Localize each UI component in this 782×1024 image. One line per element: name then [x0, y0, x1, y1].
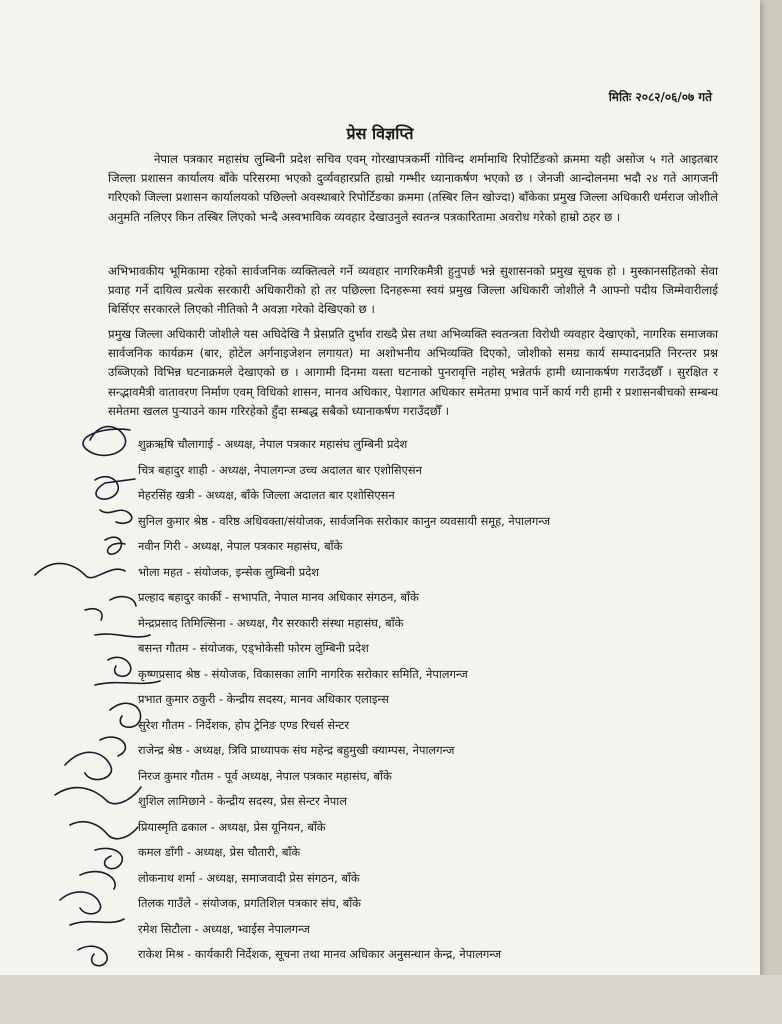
list-item: प्रभात कुमार ठकुरी - केन्द्रीय सदस्य, मानव अधिकार एलाइन्स	[138, 692, 389, 706]
list-item: नवीन गिरी - अध्यक्ष, नेपाल पत्रकार महासंघ, बाँके	[138, 539, 343, 553]
list-item: लोकनाथ शर्मा - अध्यक्ष, समाजवादी प्रेस संगठन, बाँके	[138, 870, 360, 885]
list-item: शुशिल लामिछाने - केन्द्रीय सदस्य, प्रेस सेन्टर नेपाल	[138, 794, 347, 808]
list-item: चित्र बहादुर शाही - अध्यक्ष, नेपालगन्ज उच्च अदालत बार एशोसिएसन	[138, 462, 422, 477]
list-item: राजेन्द्र श्रेष्ठ - अध्यक्ष, त्रिवि प्राध्यापक संघ महेन्द्र बहुमुखी क्याम्पस, नेपालगन्ज	[138, 743, 455, 757]
list-item: निरज कुमार गौतम - पूर्व अध्यक्ष, नेपाल पत्रकार महासंघ, बाँके	[138, 768, 392, 783]
signatory-list	[138, 432, 698, 968]
list-item: राकेश मिश्र - कार्यकारी निर्देशक, सूचना तथा मानव अधिकार अनुसन्धान केन्द्र, नेपालगन्ज	[138, 947, 502, 961]
paragraph-3: प्रमुख जिल्ला अधिकारी जोशीले यस अघिदेखि नै प्रेसप्रति दुर्भाव राख्दै प्रेस तथा अभिव्यक्ति स्वतन्त्रता विरोधी व्यवहार देखाएको, नागरिक समाजका सार्वजनिक कार्यक्रम (बार, होटेल अर्गनाइजेशन लगायत) मा अशोभनीय अभिव्यक्ति दिएको, जोशीको समग्र कार्य सम्पादनप्रति निरन्तर प्रश्न उब्जिएको विभिन्न घटनाक्रमले देखाएको छ । आगामी दिनमा यस्ता घटनाको पुनरावृत्ति नहोस् भन्नेतर्फ हामी ध्यानाकर्षण गराउँदछौँ । सुरक्षित र सन्द्भावमैत्री वातावरण निर्माण एवम् विधिको शासन, मानव अधिकार, पेशागत अधिकार समेतमा प्रभाव पार्ने कार्य गरी हामी र प्रशासनबीचको सम्बन्ध समेतमा खलल पुऱ्याउने काम गरिरहेको हुँदा सम्बद्ध सबैको ध्यानाकर्षण गराउँदछौँ ।	[108, 327, 718, 418]
list-item: मेन्द्रप्रसाद तिमिल्सिना - अध्यक्ष, गैर सरकारी संस्था महासंघ, बाँके	[138, 615, 404, 630]
list-item: कमल डाँगी - अध्यक्ष, प्रेस चौतारी, बाँके	[138, 845, 301, 859]
desk-background	[0, 975, 782, 1024]
list-item: भोला महत - संयोजक, इन्सेक लुम्बिनी प्रदेश	[138, 564, 320, 579]
paragraph-1: नेपाल पत्रकार महासंघ लुम्बिनी प्रदेश सचिव एवम् गोरखापत्रकर्मी गोविन्द शर्मामाथि रिपोर्टिङको क्रममा यही असोज ५ गते आइतबार जिल्ला प्रशासन कार्यालय बाँके परिसरमा भएको दुर्व्यवहारप्रति हाम्रो गम्भीर ध्यानाकर्षण भएको छ । जेनजी आन्दोलनमा भदौ २४ गते आगजनी गरिएको जिल्ला प्रशासन कार्यालयको पछिल्लो अवस्थाबारे रिपोर्टिङका क्रममा (तस्बिर लिन खोज्दा) बाँकेका प्रमुख जिल्ला अधिकारी धर्मराज जोशीले अनुमति नलिएर किन तस्बिर लिएको भन्दै अस्वभाविक व्यवहार देखाउनुले स्वतन्त्र पत्रकारितामा अवरोध गरेको हाम्रो ठहर छ ।	[108, 152, 718, 224]
list-item: मेहरसिंह खत्री - अध्यक्ष, बाँके जिल्ला अदालत बार एशोसिएसन	[138, 488, 395, 502]
list-item: शुक्रऋषि चौलागाई - अध्यक्ष, नेपाल पत्रकार महासंघ लुम्बिनी प्रदेश	[138, 437, 408, 451]
list-item: सुरेश गौतम - निर्देशक, होप ट्रेनिङ एण्ड रिचर्स सेन्टर	[138, 717, 350, 732]
paragraph-2: अभिभावकीय भूमिकामा रहेको सार्वजनिक व्यक्तित्वले गर्ने व्यवहार नागरिकमैत्री हुनुपर्छ भन्ने सुशासनको प्रमुख सूचक हो । मुस्कानसहितको सेवा प्रवाह गर्ने दायित्व प्रत्येक सरकारी अधिकारीको हो तर पछिल्ला दिनहरूमा स्वयं प्रमुख जिल्ला अधिकारी जोशीले नै आफ्नो पदीय जिम्मेवारीलाई बिर्सिएर सरकारले लिएको नीतिको नै अवज्ञा गरेको देखिएको छ ।	[108, 264, 718, 317]
document-title: प्रेस विज्ञप्ति	[346, 124, 414, 143]
list-item: कृष्णप्रसाद श्रेष्ठ - संयोजक, विकासका लागि नागरिक सरोकार समिति, नेपालगन्ज	[138, 666, 468, 681]
list-item: रमेश सिटौला - अध्यक्ष, भ्वाईस नेपालगन्ज	[138, 921, 310, 936]
list-item: बसन्त गौतम - संयोजक, एड्भोकेसी फोरम लुम्बिनी प्रदेश	[138, 641, 369, 655]
list-item: प्रल्हाद बहादुर कार्की - सभापति, नेपाल मानव अधिकार संगठन, बाँके	[138, 590, 419, 604]
list-item: सुनिल कुमार श्रेष्ठ - वरिष्ठ अधिवक्ता/संयोजक, सार्वजनिक सरोकार कानुन व्यवसायी समूह, नेपालगन्ज	[138, 513, 551, 528]
release-date: मितिः २०८२/०६/०७ गते	[608, 90, 712, 104]
list-item: प्रियास्मृति ढकाल - अध्यक्ष, प्रेस यूनियन, बाँके	[138, 819, 326, 834]
list-item: तिलक गाउँले - संयोजक, प्रगतिशिल पत्रकार संघ, बाँके	[138, 896, 361, 910]
